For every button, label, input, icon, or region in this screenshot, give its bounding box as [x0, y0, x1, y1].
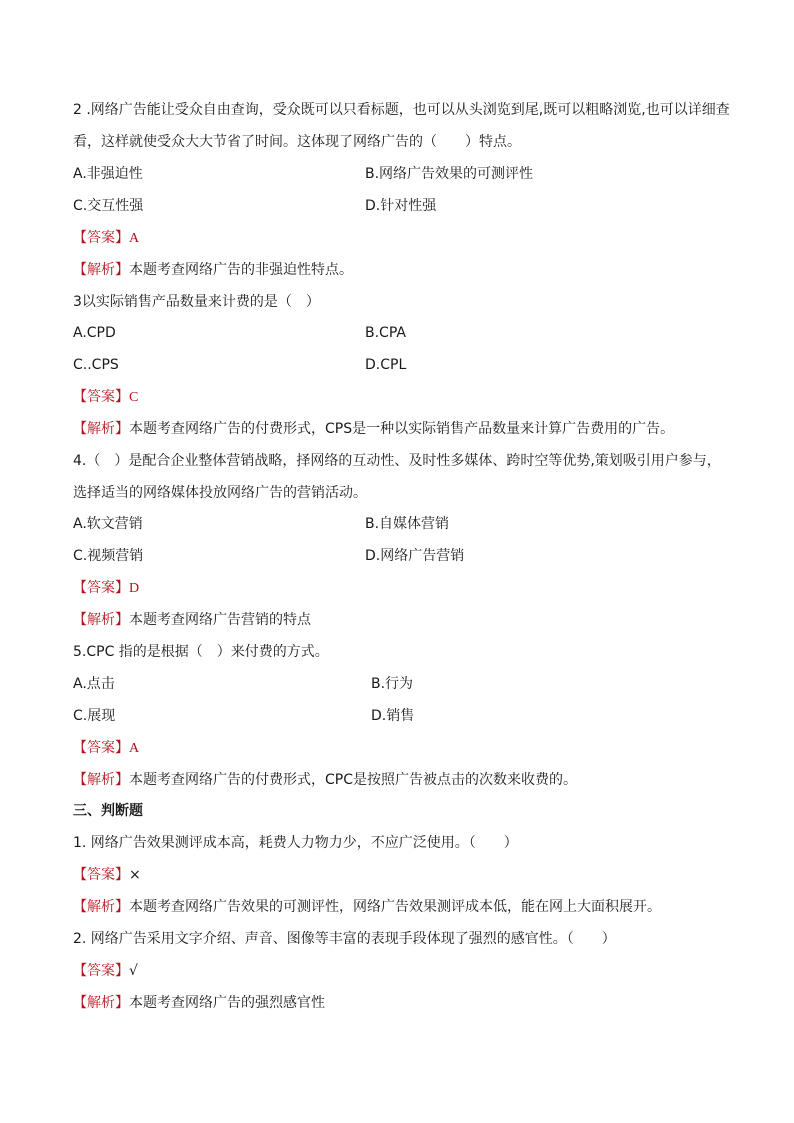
section-title: 三、判断题 — [73, 803, 143, 819]
q5-answer — [73, 738, 733, 759]
q5-analysis — [73, 770, 733, 790]
answer-value: C — [129, 390, 139, 405]
q4-analysis — [73, 610, 733, 630]
q2-option-d: D.针对性强 — [365, 198, 437, 214]
answer-value: D — [129, 581, 140, 596]
q5-option-a: A.点击 — [73, 676, 115, 692]
j1-stem: 1. 网络广告效果测评成本高，耗费人力物力少，不应广泛使用。（ ） — [73, 835, 518, 851]
q2-stem-line2: 看，这样就使受众大大节省了时间。这体现了网络广告的（ ）特点。 — [73, 134, 521, 150]
q2-option-c: C.交互性强 — [73, 198, 144, 214]
answer-label: 【答案】 — [73, 230, 129, 246]
analysis-label: 【解析】 — [73, 899, 129, 915]
q3-option-a: A.CPD — [73, 325, 116, 341]
analysis-label: 【解析】 — [73, 772, 129, 788]
j2-stem: 2. 网络广告采用文字介绍、声音、图像等丰富的表现手段体现了强烈的感官性。（ ） — [73, 931, 616, 947]
analysis-label: 【解析】 — [73, 421, 129, 437]
j1-answer — [73, 865, 733, 885]
q4-option-d: D.网络广告营销 — [365, 548, 465, 564]
q2-option-a: A.非强迫性 — [73, 166, 143, 182]
answer-label: 【答案】 — [73, 867, 129, 883]
j2-analysis — [73, 993, 733, 1013]
q5-option-c: C.展现 — [73, 708, 116, 724]
q3-answer — [73, 387, 733, 408]
answer-label: 【答案】 — [73, 740, 129, 756]
q4-option-a: A.软文营销 — [73, 516, 143, 532]
q3-option-c: C..CPS — [73, 357, 119, 373]
j1-analysis — [73, 897, 733, 917]
q5-option-b: B.行为 — [371, 676, 414, 692]
q3-option-b: B.CPA — [365, 325, 406, 341]
answer-value: A — [129, 231, 140, 246]
q3-stem: 3以实际销售产品数量来计费的是（ ） — [73, 294, 320, 310]
answer-value: A — [129, 741, 140, 756]
q4-answer — [73, 578, 733, 599]
analysis-text: 本题考查网络广告的付费形式，CPS是一种以实际销售产品数量来计算广告费用的广告。 — [129, 421, 675, 437]
analysis-label: 【解析】 — [73, 995, 129, 1011]
q4-stem-line1: 4.（ ）是配合企业整体营销战略，择网络的互动性、及时性多媒体、跨时空等优势,策划吸引用户参与， — [73, 453, 721, 469]
answer-label: 【答案】 — [73, 963, 129, 979]
answer-label: 【答案】 — [73, 389, 129, 405]
q4-option-c: C.视频营销 — [73, 548, 144, 564]
answer-value: × — [129, 867, 141, 883]
analysis-label: 【解析】 — [73, 262, 129, 278]
q4-option-b: B.自媒体营销 — [365, 516, 450, 532]
q2-analysis — [73, 260, 733, 280]
q5-stem: 5.CPC 指的是根据（ ）来付费的方式。 — [73, 644, 329, 660]
analysis-text: 本题考查网络广告的非强迫性特点。 — [129, 262, 353, 278]
q3-option-d: D.CPL — [365, 357, 407, 373]
q3-analysis — [73, 419, 733, 439]
analysis-label: 【解析】 — [73, 612, 129, 628]
analysis-text: 本题考查网络广告的强烈感官性 — [129, 995, 325, 1011]
j2-answer — [73, 961, 733, 981]
answer-value: √ — [129, 963, 138, 979]
analysis-text: 本题考查网络广告营销的特点 — [129, 612, 311, 628]
q2-stem-line1: 2 .网络广告能让受众自由查询，受众既可以只看标题，也可以从头浏览到尾,既可以粗略浏览,也可以详细查 — [73, 102, 730, 118]
analysis-text: 本题考查网络广告效果的可测评性，网络广告效果测评成本低，能在网上大面积展开。 — [129, 899, 661, 915]
q2-answer — [73, 228, 733, 249]
answer-label: 【答案】 — [73, 580, 129, 596]
q2-option-b: B.网络广告效果的可测评性 — [365, 166, 534, 182]
analysis-text: 本题考查网络广告的付费形式，CPC是按照广告被点击的次数来收费的。 — [129, 772, 577, 788]
q5-option-d: D.销售 — [371, 708, 415, 724]
q4-stem-line2: 选择适当的网络媒体投放网络广告的营销活动。 — [73, 485, 367, 501]
